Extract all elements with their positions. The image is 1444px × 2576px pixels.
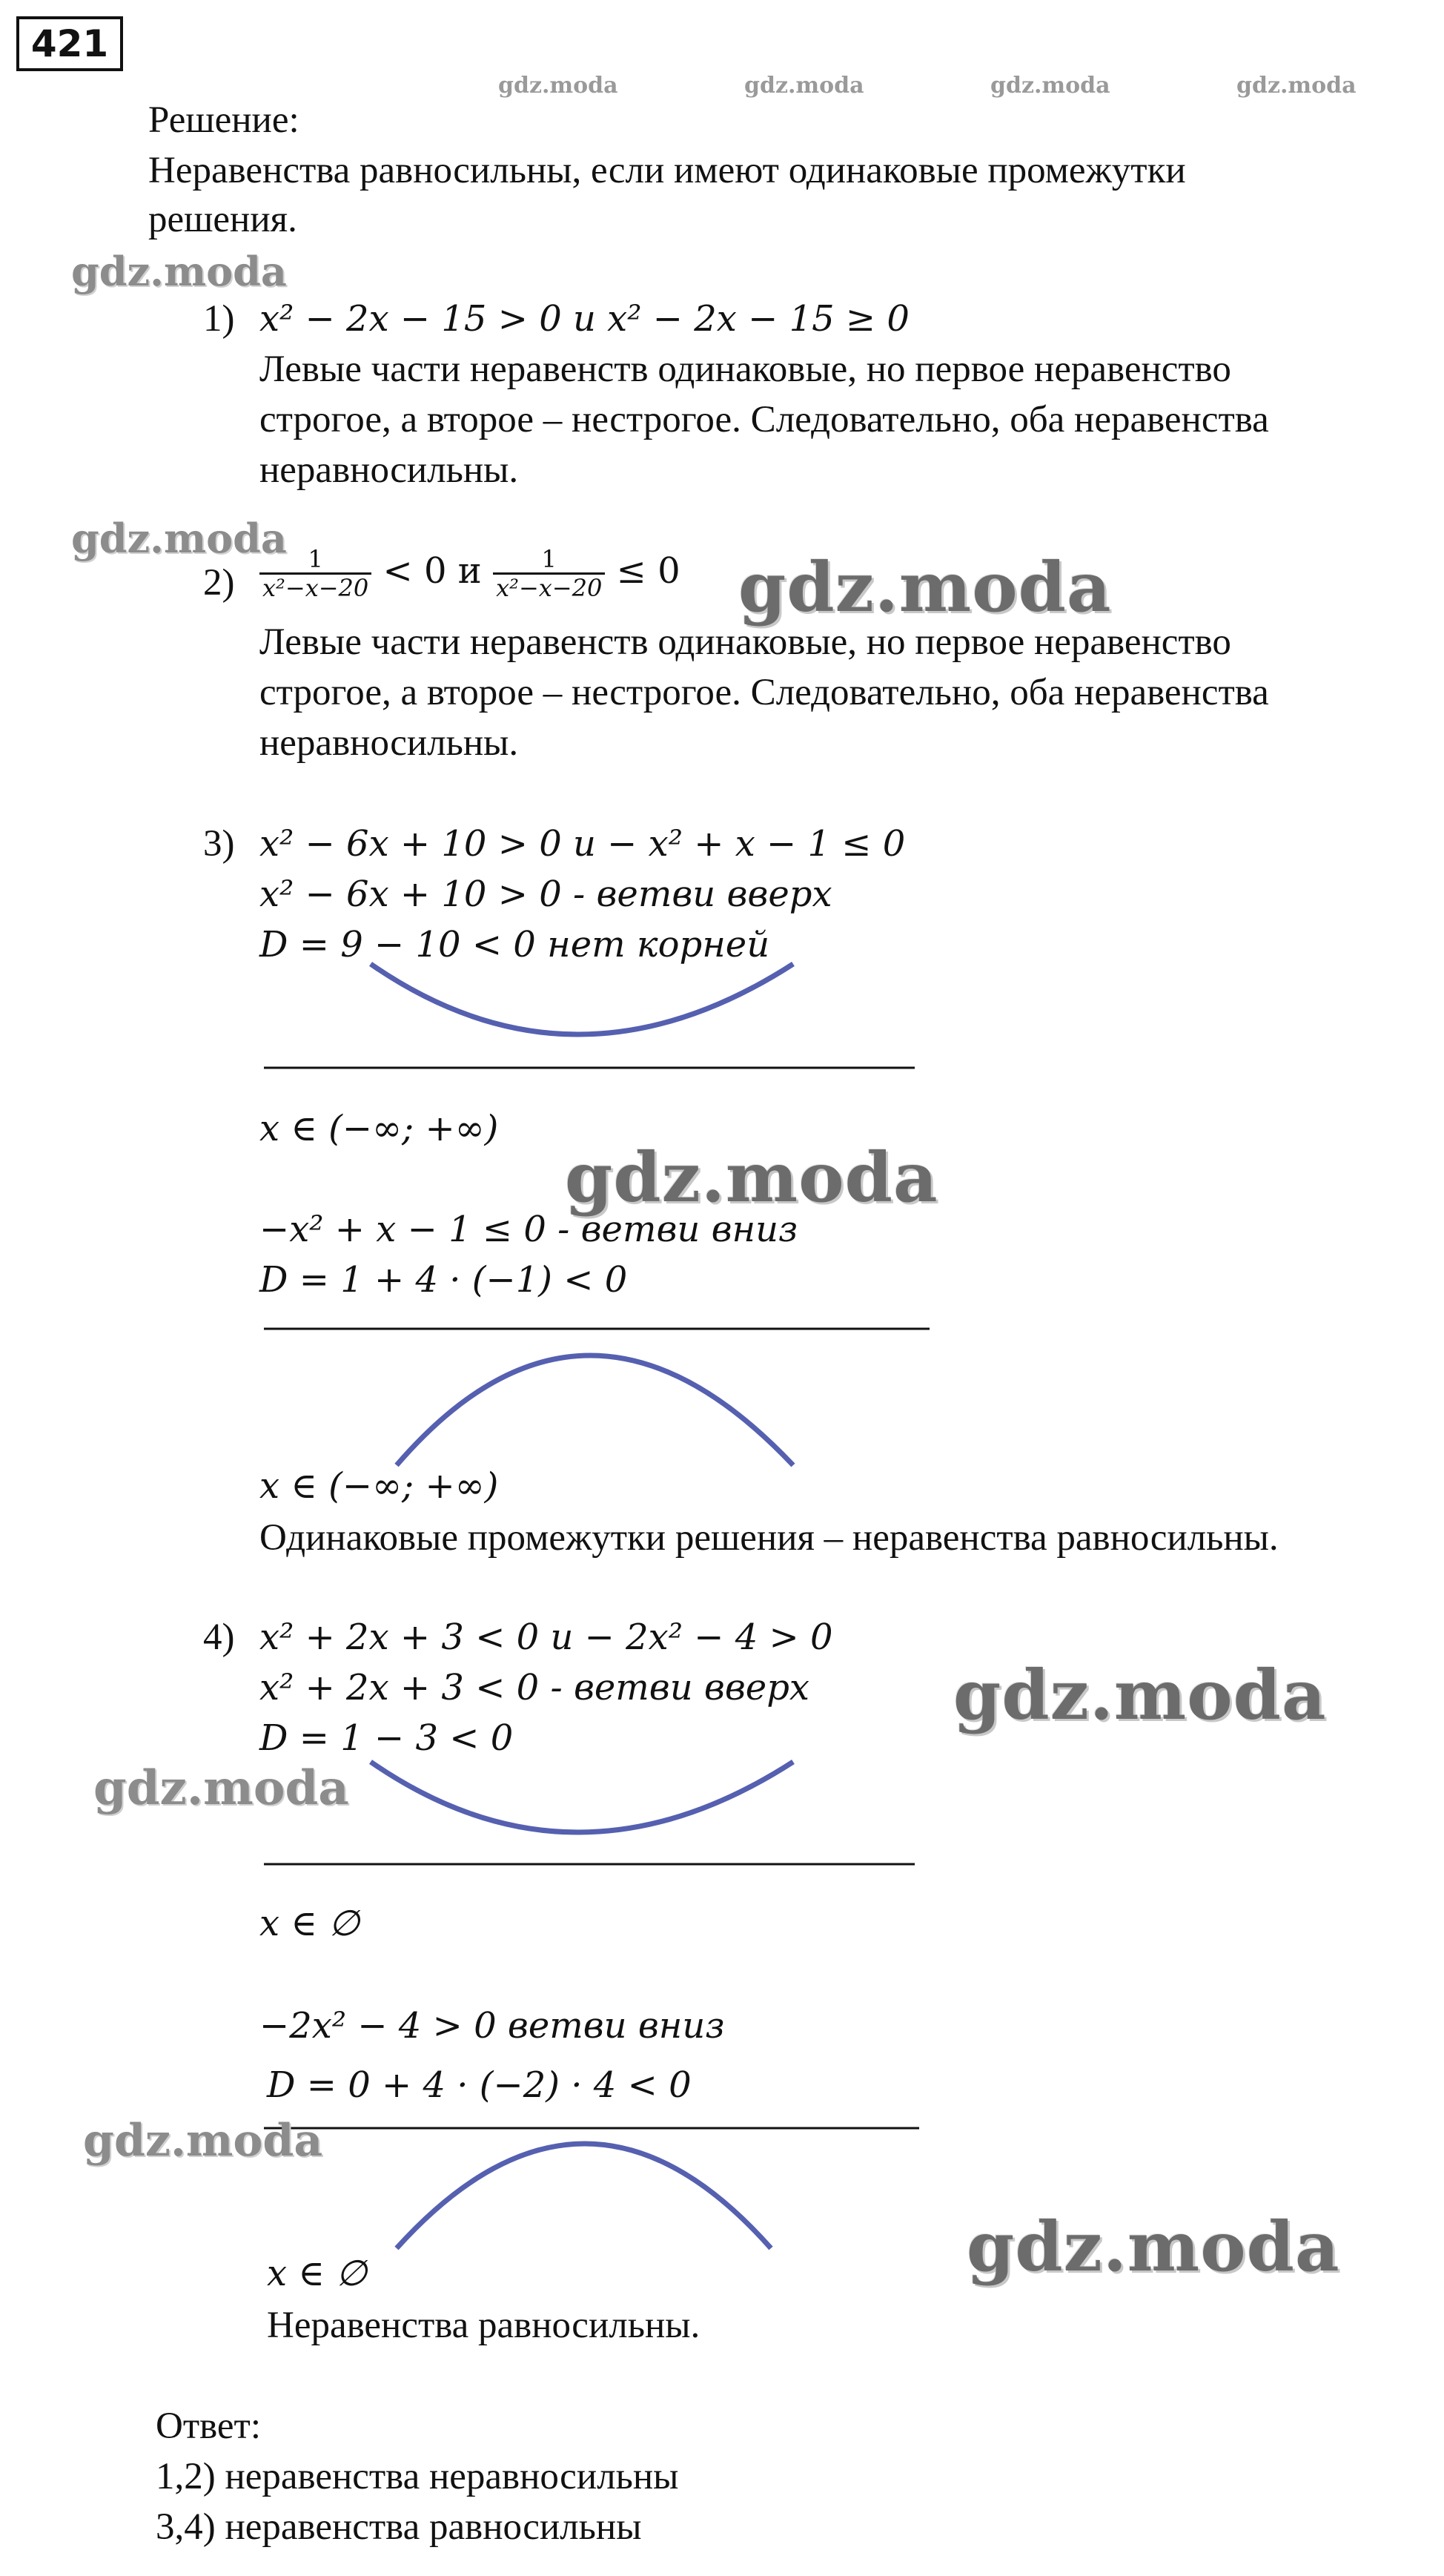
answer-label: Ответ: — [156, 2405, 261, 2447]
explanation: неравносильны. — [259, 722, 519, 764]
item-number: 4) — [203, 1616, 235, 1658]
watermark: gdz.moda — [71, 515, 287, 562]
conclusion: Неравенства равносильны. — [267, 2305, 701, 2346]
watermark: gdz.moda — [565, 1137, 938, 1218]
parabola-up-graph — [259, 1762, 927, 1880]
answer-line: 1,2) неравенства неравносильны — [156, 2456, 679, 2497]
inequality: x² + 2x + 3 < 0 и − 2x² − 4 > 0 — [259, 1616, 833, 1658]
item-number: 3) — [203, 823, 235, 865]
inequality: x² − 6x + 10 > 0 и − x² + x − 1 ≤ 0 — [259, 823, 906, 865]
explanation: Левые части неравенств одинаковые, но первое неравенство — [259, 349, 1231, 390]
parabola-curve — [397, 2144, 771, 2248]
numerator: 1 — [493, 546, 605, 575]
denominator: x²−x−20 — [262, 574, 369, 602]
solution-set: x ∈ ∅ — [259, 1903, 360, 1944]
numerator: 1 — [259, 546, 371, 575]
branch-note: −2x² − 4 > 0 ветви вниз — [259, 2005, 725, 2047]
relation: ≤ 0 — [616, 550, 680, 592]
explanation: строгое, а второе – нестрогое. Следовательно, оба неравенства — [259, 672, 1269, 713]
problem-number: 421 — [16, 16, 123, 71]
branch-note: −x² + x − 1 ≤ 0 - ветви вниз — [259, 1209, 798, 1250]
denominator: x²−x−20 — [496, 574, 603, 602]
explanation: Левые части неравенств одинаковые, но первое неравенство — [259, 621, 1231, 663]
intro-text: решения. — [148, 199, 297, 240]
fraction-inequality — [259, 546, 680, 601]
explanation: строгое, а второе – нестрогое. Следовательно, оба неравенства — [259, 399, 1269, 440]
inequality: x² − 2x − 15 > 0 и x² − 2x − 15 ≥ 0 — [259, 298, 910, 340]
watermark: gdz.moda — [71, 248, 287, 295]
solution-label: Решение: — [148, 99, 299, 141]
solution-set: x ∈ ∅ — [267, 2253, 367, 2294]
watermark: gdz.moda — [953, 1655, 1327, 1735]
parabola-down-graph — [259, 2121, 941, 2254]
watermark: gdz.moda — [83, 2115, 323, 2167]
fraction — [493, 546, 605, 601]
solution-set: x ∈ (−∞; +∞) — [259, 1465, 499, 1507]
watermark: gdz.moda — [1236, 73, 1357, 99]
parabola-curve — [371, 964, 793, 1034]
conclusion: Одинаковые промежутки решения – неравенства равносильны. — [259, 1517, 1279, 1559]
discriminant: D = 0 + 4 · (−2) · 4 < 0 — [267, 2064, 692, 2106]
watermark: gdz.moda — [967, 2207, 1340, 2287]
watermark: gdz.moda — [990, 73, 1110, 99]
fraction — [259, 546, 371, 601]
parabola-down-graph — [259, 1320, 941, 1468]
item-number: 1) — [203, 298, 235, 340]
answer-line: 3,4) неравенства равносильны — [156, 2506, 642, 2548]
solution-set: x ∈ (−∞; +∞) — [259, 1108, 499, 1149]
explanation: неравносильны. — [259, 449, 519, 491]
relation: < 0 и — [382, 550, 482, 592]
parabola-curve — [371, 1762, 793, 1832]
discriminant: D = 1 − 3 < 0 — [259, 1717, 514, 1759]
branch-note: x² + 2x + 3 < 0 - ветви вверх — [259, 1667, 809, 1708]
discriminant: D = 1 + 4 · (−1) < 0 — [259, 1259, 628, 1301]
watermark: gdz.moda — [744, 73, 864, 99]
intro-text: Неравенства равносильны, если имеют одинаковые промежутки — [148, 150, 1186, 191]
watermark: gdz.moda — [498, 73, 618, 99]
watermark: gdz.moda — [738, 547, 1112, 627]
watermark: gdz.moda — [93, 1760, 349, 1816]
parabola-up-graph — [259, 964, 927, 1097]
parabola-curve — [397, 1355, 793, 1465]
item-number: 2) — [203, 562, 235, 604]
discriminant: D = 9 − 10 < 0 нет корней — [259, 924, 770, 965]
branch-note: x² − 6x + 10 > 0 - ветви вверх — [259, 873, 832, 915]
